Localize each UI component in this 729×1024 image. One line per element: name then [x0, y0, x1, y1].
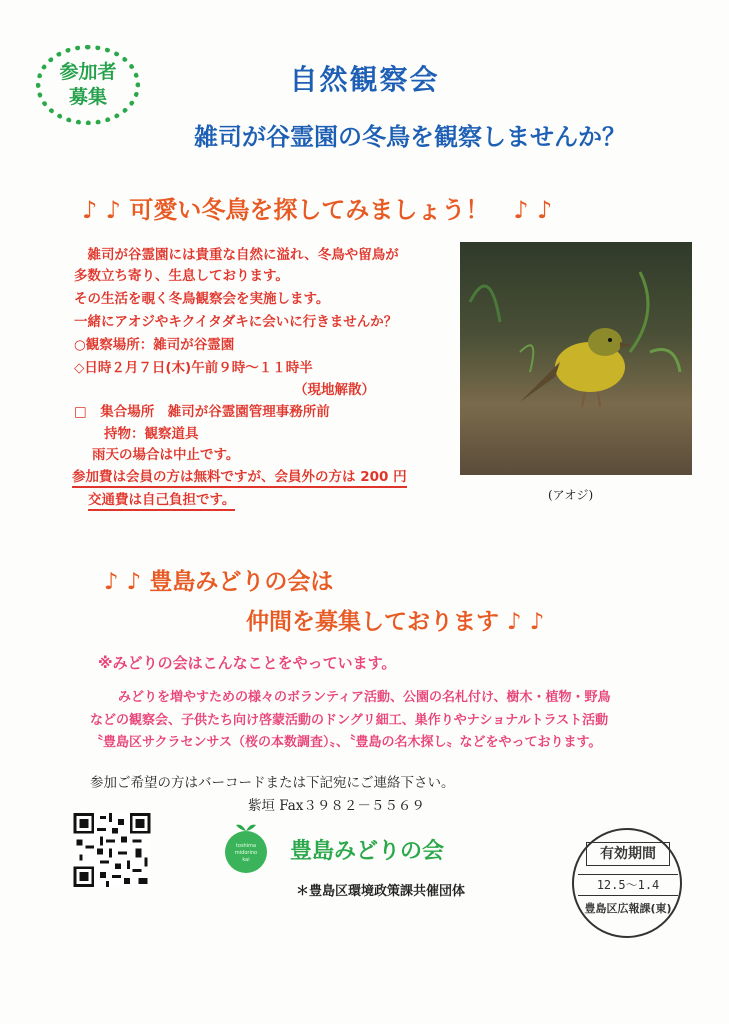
section2-heading-2: 仲間を募集しております ♪ ♪ — [246, 609, 545, 635]
detail-line: 多数立ち寄り、生息しております。 — [74, 268, 289, 284]
activity-line: 〝豊島区サクラセンサス（桜の本数調査）〟、〝豊島の名木探し〟などをやっております。 — [90, 735, 602, 750]
fax-number: 紫垣 Fax３９８２－５５６９ — [248, 798, 425, 814]
validity-stamp — [572, 828, 682, 938]
qr-code[interactable] — [73, 813, 151, 887]
detail-line: 雑司が谷霊園には貴重な自然に溢れ、冬鳥や留鳥が — [74, 247, 399, 263]
section1-heading: ♪ ♪ 可愛い冬鳥を探してみましょう！ ♪ ♪ — [82, 196, 553, 224]
activity-line: みどりを増やすための様々のボランティア活動、公園の名札付け、樹木・植物・野鳥 — [118, 690, 611, 705]
bird-photo — [460, 242, 692, 475]
badge-line1: 参加者 — [59, 61, 117, 83]
rain-line: 雨天の場合は中止です。 — [92, 447, 240, 463]
page-title: 自然観察会 — [289, 63, 440, 96]
dismissal-line: （現地解散） — [294, 382, 375, 398]
fee-line: 参加費は会員の方は無料ですが、会員外の方は 200 円 — [72, 465, 407, 488]
logo-text-line: toshima — [235, 843, 257, 849]
logo-text-line: midorino — [234, 850, 258, 856]
photo-caption: (アオジ) — [548, 488, 594, 502]
location-line: ○観察場所：雑司が谷霊園 — [74, 337, 235, 353]
badge-line2: 募集 — [68, 86, 107, 108]
contact-instruction: 参加ご希望の方はバーコードまたは下記宛にご連絡下さい。 — [90, 775, 455, 791]
meeting-place-line: □ 集合場所 雑司が谷霊園管理事務所前 — [74, 404, 330, 420]
stamp-office: 豊島区広報課(東) — [584, 902, 672, 915]
page-subtitle: 雑司が谷霊園の冬鳥を観察しませんか？ — [194, 123, 626, 151]
detail-line: 一緒にアオジやキクイタダキに会いに行きませんか？ — [74, 314, 398, 330]
transport-line: 交通費は自己負担です。 — [88, 488, 235, 511]
co-host-note: ＊豊島区環境政策課共催団体 — [296, 884, 466, 899]
stamp-dates: 12.5～1.4 — [578, 874, 678, 896]
belongings-line: 持物：観察道具 — [104, 426, 199, 442]
org-name: 豊島みどりの会 — [290, 839, 445, 864]
org-logo — [222, 821, 270, 873]
datetime-line: ◇日時２月７日(木)午前９時～１１時半 — [74, 360, 313, 376]
section2-heading-1: ♪ ♪ 豊島みどりの会は — [104, 569, 334, 595]
detail-line: その生活を覗く冬鳥観察会を実施します。 — [74, 291, 330, 307]
activity-line: などの観察会、子供たち向け啓蒙活動のドングリ細工、巣作りやナショナルトラスト活動 — [90, 713, 609, 728]
logo-text-line: kai — [242, 857, 250, 863]
stamp-title: 有効期間 — [586, 842, 670, 866]
activities-intro: ※みどりの会はこんなことをやっています。 — [98, 654, 397, 672]
